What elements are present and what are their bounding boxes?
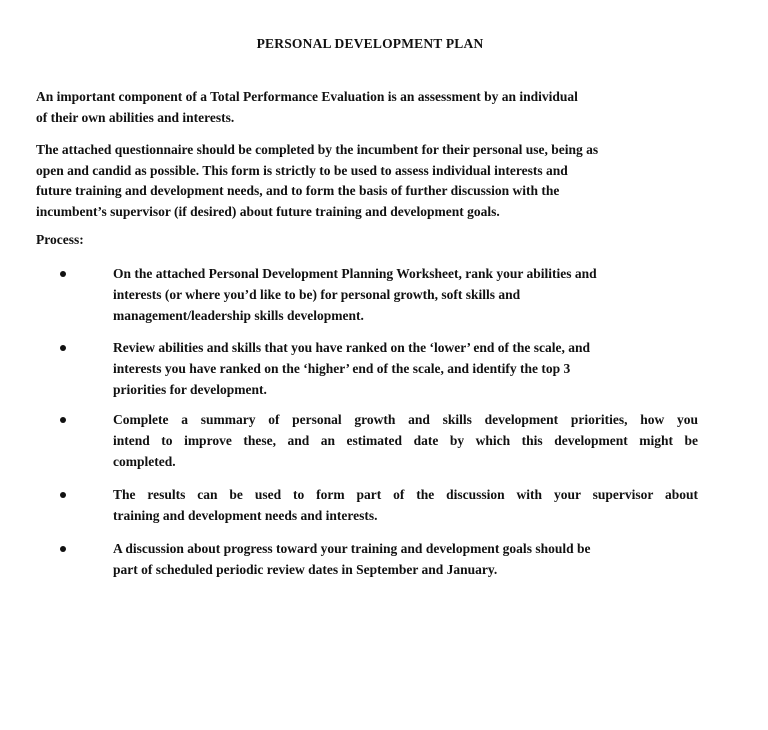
step-line: The results can be used to form part of the discussion with your supervisor about <box>113 487 698 502</box>
step-line: On the attached Personal Development Planning Worksheet, rank your abilities and <box>113 266 597 281</box>
process-heading: Process: <box>36 232 84 247</box>
step-line: priorities for development. <box>113 381 267 397</box>
step-line: Review abilities and skills that you have ranked on the ‘lower’ end of the scale, and <box>113 340 591 355</box>
purpose-paragraph <box>36 140 716 222</box>
document-title: PERSONAL DEVELOPMENT PLAN <box>256 36 484 51</box>
bullet-icon <box>60 345 66 351</box>
step-line: completed. <box>113 453 176 469</box>
step-line: part of scheduled periodic review dates in September and January. <box>113 561 498 577</box>
process-step-text <box>113 485 713 527</box>
purpose-line: open and candid as possible. This form is strictly to be used to assess individual interests and <box>36 162 568 178</box>
step-line: Complete a summary of personal growth and skills development priorities, how you <box>113 412 698 427</box>
purpose-line: The attached questionnaire should be completed by the incumbent for their personal use, being as <box>36 142 599 157</box>
intro-line: of their own abilities and interests. <box>36 109 235 125</box>
step-line: A discussion about progress toward your training and development goals should be <box>113 541 591 556</box>
purpose-line: future training and development needs, and to form the basis of further discussion with the <box>36 183 560 198</box>
step-line: management/leadership skills development. <box>113 307 364 323</box>
bullet-icon <box>60 271 66 277</box>
intro-line: An important component of a Total Performance Evaluation is an assessment by an individual <box>36 89 578 104</box>
step-line: interests you have ranked on the ‘higher’ end of the scale, and identify the top 3 <box>113 360 571 376</box>
step-line: intend to improve these, and an estimated date by which this development might be <box>113 432 698 448</box>
bullet-icon <box>60 546 66 552</box>
purpose-line: incumbent’s supervisor (if desired) about future training and development goals. <box>36 203 500 219</box>
bullet-icon <box>60 417 66 423</box>
step-line: training and development needs and interests. <box>113 507 378 523</box>
process-step-text <box>113 338 713 400</box>
process-step-text <box>113 264 713 326</box>
process-step-text <box>113 410 713 472</box>
process-step-text <box>113 539 713 581</box>
intro-paragraph <box>36 87 716 128</box>
bullet-icon <box>60 492 66 498</box>
step-line: interests (or where you’d like to be) for personal growth, soft skills and <box>113 286 521 302</box>
